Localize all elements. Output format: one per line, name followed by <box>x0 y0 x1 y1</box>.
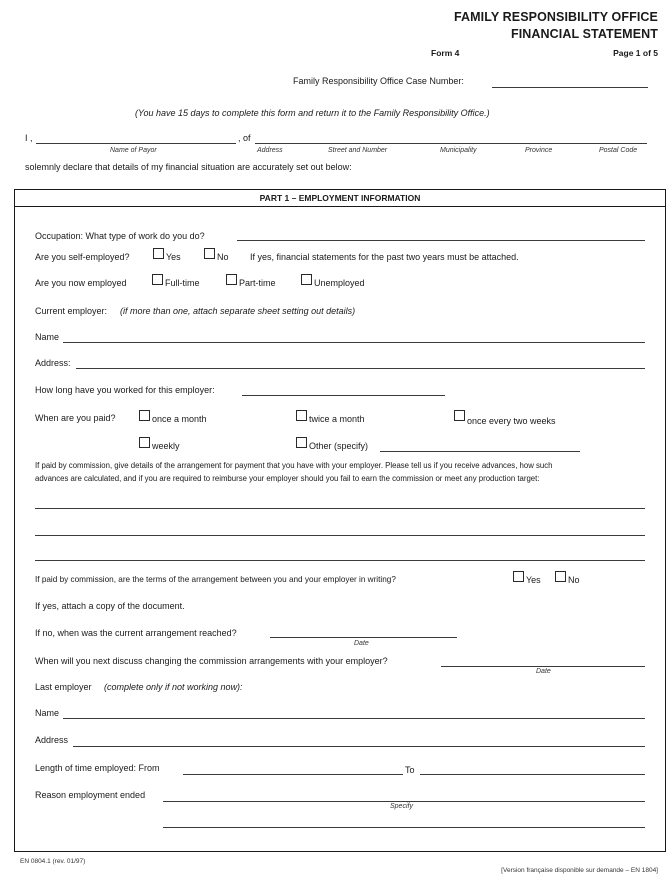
arrangement-reached-label: If no, when was the current arrangement reached? <box>35 628 237 638</box>
arrangement-reached-date-field[interactable] <box>270 628 457 638</box>
next-discuss-label: When will you next discuss changing the commission arrangements with your employer? <box>35 656 388 666</box>
reason-specify-sublabel: Specify <box>390 803 413 810</box>
full-time-label: Full-time <box>165 278 200 288</box>
declaration-of-label: , of <box>238 133 251 143</box>
part1-heading: PART 1 – EMPLOYMENT INFORMATION <box>14 189 666 207</box>
paid-other-checkbox[interactable] <box>296 437 307 448</box>
sublabel-province: Province <box>525 147 553 154</box>
sublabel-street-and-number: Street and Number <box>328 147 388 154</box>
declaration-statement: solemnly declare that details of my financial situation are accurately set out below: <box>25 162 352 172</box>
current-employer-note: (if more than one, attach separate sheet setting out details) <box>120 306 356 316</box>
next-discuss-date-sublabel: Date <box>536 668 551 675</box>
part-time-checkbox[interactable] <box>226 274 237 285</box>
occupation-field[interactable] <box>237 231 645 241</box>
last-employer-address-field[interactable] <box>73 737 645 747</box>
occupation-label: Occupation: What type of work do you do? <box>35 231 205 241</box>
case-number-field[interactable] <box>492 78 648 88</box>
employment-to-field[interactable] <box>420 765 645 775</box>
self-employed-no-label: No <box>217 252 229 262</box>
french-version-note: [Version française disponible sur demande – EN 1804] <box>501 867 658 874</box>
paid-weekly-checkbox[interactable] <box>139 437 150 448</box>
commission-details-line-1[interactable] <box>35 499 645 509</box>
paid-biweekly-label: once every two weeks <box>467 416 556 426</box>
last-employer-label: Last employer <box>35 682 92 692</box>
employer-duration-field[interactable] <box>242 386 445 396</box>
commission-in-writing-label: If paid by commission, are the terms of the arrangement between you and your employer in writing? <box>35 575 396 584</box>
form-title-line2: FINANCIAL STATEMENT <box>510 27 658 41</box>
employer-duration-label: How long have you worked for this employer: <box>35 385 215 395</box>
paid-biweekly-checkbox[interactable] <box>454 410 465 421</box>
full-time-checkbox[interactable] <box>152 274 163 285</box>
payor-address-field[interactable] <box>255 134 647 144</box>
next-discuss-date-field[interactable] <box>441 657 645 667</box>
self-employed-note: If yes, financial statements for the past two years must be attached. <box>250 252 519 262</box>
payor-name-field[interactable] <box>36 134 236 144</box>
page-indicator: Page 1 of 5 <box>613 48 658 58</box>
current-employer-label: Current employer: <box>35 306 108 316</box>
declaration-prefix: I , <box>25 133 33 143</box>
form-title-line1: FAMILY RESPONSIBILITY OFFICE <box>454 10 658 24</box>
reason-ended-field[interactable] <box>163 792 645 802</box>
self-employed-yes-label: Yes <box>166 252 181 262</box>
commission-details-line-3[interactable] <box>35 551 645 561</box>
part-time-label: Part-time <box>239 278 276 288</box>
paid-once-a-month-label: once a month <box>152 414 207 424</box>
sublabel-municipality: Municipality <box>440 147 477 154</box>
paid-other-field[interactable] <box>380 442 580 452</box>
commission-details-line-2[interactable] <box>35 526 645 536</box>
last-employer-name-label: Name <box>35 708 60 718</box>
arrangement-reached-date-sublabel: Date <box>354 640 369 647</box>
employment-to-label: To <box>405 765 415 775</box>
in-writing-no-checkbox[interactable] <box>555 571 566 582</box>
commission-details-text-1: If paid by commission, give details of the arrangement for payment that you have with your employer. Please tell us if you receive advances, how such <box>35 461 553 470</box>
form-code: EN 0804.1 (rev. 01/97) <box>20 858 86 865</box>
employment-length-label: Length of time employed: From <box>35 763 160 773</box>
paid-weekly-label: weekly <box>152 441 180 451</box>
paid-other-label: Other (specify) <box>309 441 369 451</box>
deadline-notice: (You have 15 days to complete this form and return it to the Family Responsibility Office.) <box>135 108 490 118</box>
in-writing-yes-checkbox[interactable] <box>513 571 524 582</box>
in-writing-no-label: No <box>568 575 580 585</box>
self-employed-yes-checkbox[interactable] <box>153 248 164 259</box>
paid-twice-a-month-checkbox[interactable] <box>296 410 307 421</box>
attach-document-note: If yes, attach a copy of the document. <box>35 601 185 611</box>
unemployed-label: Unemployed <box>314 278 365 288</box>
self-employed-no-checkbox[interactable] <box>204 248 215 259</box>
employment-from-field[interactable] <box>183 765 403 775</box>
last-employer-note: (complete only if not working now): <box>104 682 243 692</box>
sublabel-address: Address <box>257 147 283 154</box>
last-employer-address-label: Address <box>35 735 69 745</box>
paid-twice-a-month-label: twice a month <box>309 414 365 424</box>
part1-section <box>14 189 666 852</box>
in-writing-yes-label: Yes <box>526 575 541 585</box>
form-number: Form 4 <box>431 48 460 58</box>
reason-ended-label: Reason employment ended <box>35 790 146 800</box>
current-employer-name-label: Name <box>35 332 60 342</box>
commission-details-text-2: advances are calculated, and if you are required to reimburse your employer should you fail to earn the commission or meet any production target: <box>35 474 540 483</box>
reason-ended-field-2[interactable] <box>163 818 645 828</box>
unemployed-checkbox[interactable] <box>301 274 312 285</box>
employment-status-label: Are you now employed <box>35 278 127 288</box>
current-employer-address-label: Address: <box>35 358 71 368</box>
last-employer-name-field[interactable] <box>63 709 645 719</box>
sublabel-name-of-payor: Name of Payor <box>110 147 157 154</box>
paid-once-a-month-checkbox[interactable] <box>139 410 150 421</box>
current-employer-address-field[interactable] <box>76 359 645 369</box>
current-employer-name-field[interactable] <box>63 333 645 343</box>
case-number-label: Family Responsibility Office Case Number: <box>293 76 464 86</box>
self-employed-label: Are you self-employed? <box>35 252 130 262</box>
sublabel-postal-code: Postal Code <box>599 147 638 154</box>
paid-frequency-label: When are you paid? <box>35 413 116 423</box>
